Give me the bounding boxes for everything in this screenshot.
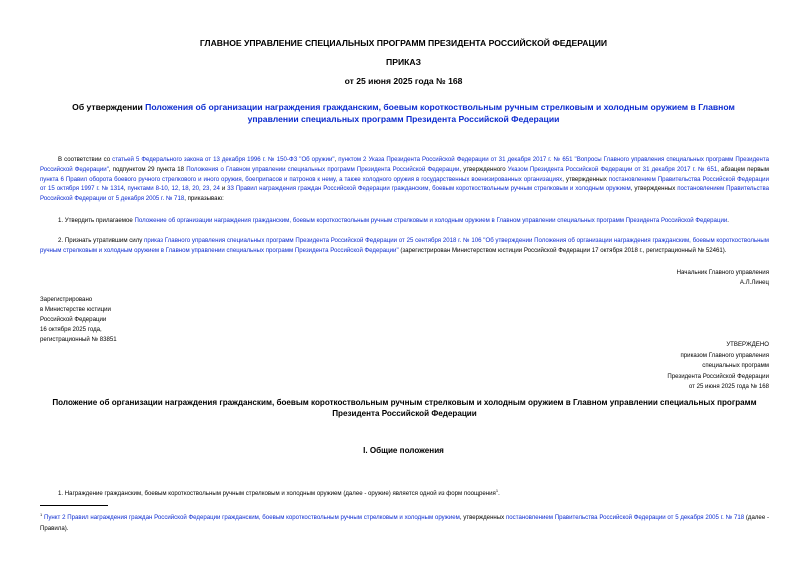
rules-point-33-link[interactable]: 33 Правил награждения граждан Российской Федерации гражданским, боевым короткоствольным ручным стрелковым и холодным оружием (227, 185, 631, 193)
resolution-1314-link[interactable]: постановлением Правительства Российской Федерации от 15 октября 1997 г. № 1314 (40, 175, 769, 193)
rules-point-2-link[interactable]: Пункт 2 Правил награждения граждан Российской Федерации гражданским, боевым короткоствольным ручным стрелковым и холодным оружием (44, 514, 460, 522)
registration-line: Российской Федерации (40, 316, 107, 323)
registration-line: 16 октября 2025 года, (40, 326, 102, 333)
preamble-paragraph (40, 155, 769, 204)
approval-line: специальных программ (702, 362, 769, 369)
order-item-2 (40, 236, 769, 256)
document-title (70, 101, 737, 125)
text: , (334, 156, 339, 163)
text: , (123, 185, 128, 193)
text: (далее - Правила). (40, 514, 769, 533)
approved-regulation-link[interactable]: Положение об организации награждения гражданским, боевым короткоствольным ручным стрелковым и холодным оружием в Главном управлении специальных программ Президента Российской Федерации (134, 217, 728, 224)
text: 1. Награждение гражданским, боевым короткоствольным ручным стрелковым и холодным оружием (далее - оружие) является одной из форм поощрения (58, 490, 496, 498)
gusp-regulation-link[interactable]: Положения о Главном управлении специальных программ Президента Российской Федерации (186, 165, 460, 173)
document-type: ПРИКАЗ (386, 57, 421, 67)
text: 1. Утвердить прилагаемое (58, 217, 135, 224)
signature-block (677, 268, 769, 288)
document-date-number: от 25 июня 2025 года № 168 (344, 76, 463, 86)
footnote-ref[interactable]: 1 (495, 488, 499, 493)
text: 2. Признать утратившим силу (58, 237, 145, 244)
signer-position: Начальник Главного управления (676, 269, 769, 276)
resolution-718-link[interactable]: постановлением Правительства Российской Федерации от 5 декабря 2005 г. № 718 (40, 185, 770, 203)
text: и (219, 185, 228, 193)
approval-line: от 25 июня 2025 года № 168 (688, 383, 769, 390)
approval-line: УТВЕРЖДЕНО (726, 341, 769, 348)
section-heading: I. Общие положения (363, 446, 444, 455)
footnote-marker: 1 (40, 512, 43, 517)
footnote (40, 509, 769, 534)
text: (зарегистрирован Министерством юстиции Российской Федерации 17 октября 2018 г., регистрационный № 52461). (398, 246, 727, 254)
title-prefix: Об утверждении (72, 102, 146, 112)
law-150-fz-link[interactable]: статьей 5 Федерального закона от 13 декабря 1996 г. № 150-ФЗ "Об оружии" (112, 156, 335, 163)
resolution-718-footnote-link[interactable]: постановлением Правительства Российской Федерации от 5 декабря 2005 г. № 718 (505, 514, 745, 522)
title-regulation-link[interactable]: Положения об организации награждения гражданским, боевым короткоствольным ручным стрелковым и холодным оружием в Главном управлении специальных программ Президента Российской Федерации (145, 102, 735, 124)
registration-line: регистрационный № 83851 (40, 336, 117, 343)
approval-line: приказом Главного управления (680, 351, 769, 359)
regulation-title: Положение об организации награждения гражданским, боевым короткоствольным ручным стрелковым и холодным оружием в Главном управлении специальных программ Президента Российской Федерации (52, 398, 757, 418)
decree-651-link[interactable]: пунктом 2 Указа Президента Российской Федерации от 31 декабря 2017 г. № 651 "Вопросы Главного управления специальных программ Президента Российской Федерации" (40, 156, 769, 173)
text: В соответствии со (58, 156, 113, 163)
registration-line: в Министерстве юстиции (40, 306, 111, 313)
registration-line: Зарегистрировано (40, 296, 93, 303)
repealed-order-106-link[interactable]: приказ Главного управления специальных программ Президента Российской Федерации от 25 сентября 2018 г. № 106 "Об утверждении Положения об организации награждения гражданским, боевым короткоствольным ручным стрелковым и холодным оружием в Главном управлении специальных программ Президента Российской Федерации" (40, 237, 769, 254)
approval-line: Президента Российской Федерации (667, 372, 769, 380)
decree-651-approve-link[interactable]: Указом Президента Российской Федерации от 31 декабря 2017 г. № 651 (507, 165, 718, 173)
approval-stamp (667, 340, 769, 393)
text: , утвержденного (459, 165, 508, 173)
registration-block (40, 295, 117, 345)
signer-name: А.Л.Линец (739, 279, 769, 286)
footnote-divider (40, 505, 108, 506)
rules-point-6-link[interactable]: пункта 6 Правил оборота боевого ручного стрелкового и иного оружия, боеприпасов и патронов к нему, а также холодного оружия в государственных военизированных организациях (40, 175, 563, 183)
text: . (727, 217, 729, 224)
text: , утвержденных (459, 514, 506, 522)
regulation-paragraph-1 (58, 488, 500, 497)
issuing-organization: ГЛАВНОЕ УПРАВЛЕНИЕ СПЕЦИАЛЬНЫХ ПРОГРАММ ПРЕЗИДЕНТА РОССИЙСКОЙ ФЕДЕРАЦИИ (199, 38, 608, 48)
text: , утвержденных (630, 185, 678, 193)
order-item-1 (40, 216, 769, 226)
text: , утвержденных (562, 175, 609, 183)
rules-points-link[interactable]: пунктами 8-10, 12, 18, 20, 23, 24 (127, 185, 220, 193)
text: , абзацем первым (717, 165, 770, 173)
text: , подпунктом 29 пункта 18 (108, 165, 187, 173)
text: , приказываю: (184, 195, 224, 203)
text: . (498, 490, 500, 498)
